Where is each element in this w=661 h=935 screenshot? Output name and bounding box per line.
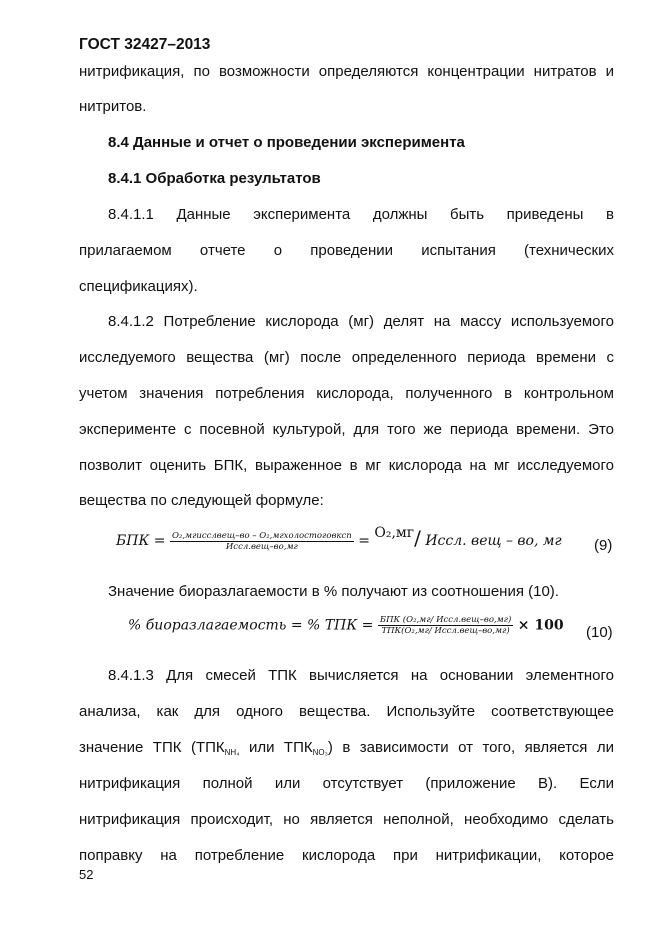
subscript-nh4: NH₄: [224, 748, 240, 757]
text-line: спецификациях).: [79, 278, 198, 295]
text-line: нитритов.: [79, 98, 147, 115]
text-line: нитрификация, по возможности определяются концентрации нитратов и: [79, 63, 614, 80]
eq10-denominator: ТПК(O₂,мг/ Иссл.вещ–во,мг): [381, 626, 510, 636]
text-line: эксперименте с посевной культурой, для того же периода времени. Это: [79, 421, 614, 438]
equation-10: [128, 615, 564, 636]
text-line: 8.4.1.3 Для смесей ТПК вычисляется на основании элементного: [108, 667, 614, 684]
eq9-denominator: Иссл.вещ–во,мг: [225, 541, 298, 552]
text-line: учетом значения потребления кислорода, полученного в контрольном: [79, 385, 614, 402]
equation-number-10: (10): [586, 624, 613, 641]
eq10-multiplier: × 100: [517, 617, 564, 634]
text-line: анализа, как для одного вещества. Используйте соответствующее: [79, 703, 614, 720]
text-line: Значение биоразлагаемости в % получают из соотношения (10).: [108, 583, 559, 600]
text-line: нитрификация полной или отсутствует (приложение В). Если: [79, 775, 614, 792]
eq10-lhs: % биоразлагаемость = % ТПК =: [128, 617, 374, 634]
text-line: поправку на потребление кислорода при нитрификации, которое: [79, 847, 614, 864]
text-line: прилагаемом отчете о проведении испытания (технических: [79, 242, 614, 259]
equation-9: [116, 526, 562, 552]
document-header: ГОСТ 32427–2013: [79, 36, 211, 53]
eq9-numerator: O₂,мгисслвещ–во – O₂,мгхолостоговксп: [171, 530, 352, 541]
eq9-lhs: БПК =: [116, 533, 166, 549]
text-line: [79, 738, 614, 763]
text-line: позволит оценить БПК, выраженное в мг кислорода на мг исследуемого: [79, 457, 614, 474]
subscript-no3: NO₃: [312, 748, 328, 757]
text-line: исследуемого вещества (мг) после определенного периода времени с: [79, 349, 614, 366]
eq9-rhs-denominator: Иссл. вещ – во, мг: [425, 533, 562, 549]
eq9-slash: /: [414, 526, 421, 550]
page-number: 52: [79, 867, 94, 882]
eq10-fraction: [378, 615, 513, 636]
text-line: вещества по следующей формуле:: [79, 492, 324, 509]
text-segment: значение ТПК (ТПК: [79, 739, 225, 756]
equation-number-9: (9): [594, 537, 613, 554]
eq10-numerator: БПК (O₂,мг/ Иссл.вещ–во,мг): [379, 615, 512, 625]
section-heading: 8.4 Данные и отчет о проведении эксперимента: [108, 134, 465, 151]
text-segment: или ТПК: [239, 739, 313, 756]
eq9-equals: =: [358, 533, 370, 549]
text-line: 8.4.1.1 Данные эксперимента должны быть приведены в: [108, 206, 614, 223]
subsection-heading: 8.4.1 Обработка результатов: [108, 170, 321, 187]
text-line: 8.4.1.2 Потребление кислорода (мг) делят на массу используемого: [108, 313, 614, 330]
eq9-rhs-numerator: O₂,мг: [374, 525, 415, 541]
eq9-fraction: [170, 531, 354, 552]
text-segment: ) в зависимости от того, является ли: [327, 739, 615, 756]
text-line: нитрификация происходит, но является неполной, необходимо сделать: [79, 811, 614, 828]
